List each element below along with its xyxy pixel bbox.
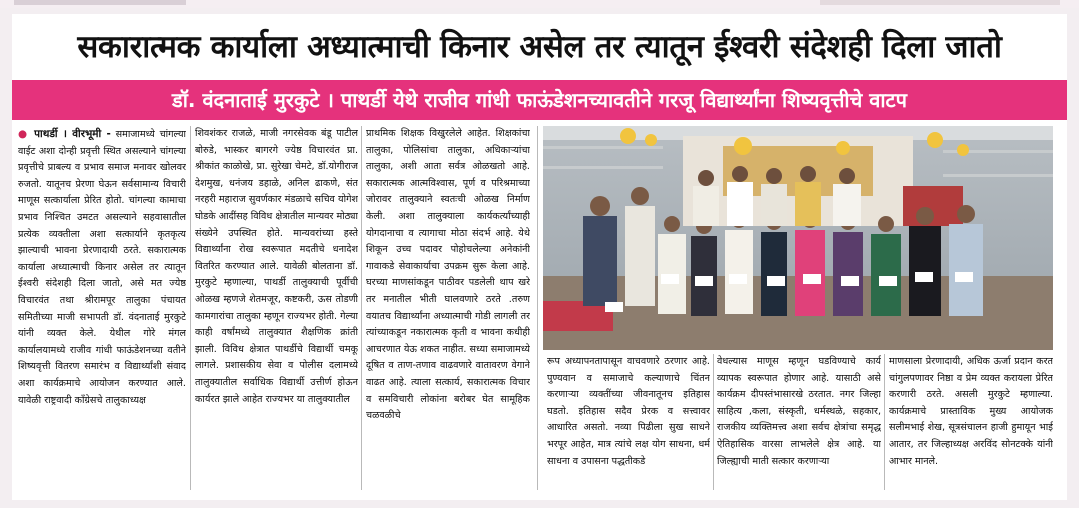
- article-column-5: वेधल्यास माणूस म्हणून घडविण्याचे कार्य व्यापक स्वरूपात होणार आहे. यासाठी असे कार्यक्रम दीपस्तंभासारखे ठरतात. नगर जिल्हा साहित्य ,कला, संस्कृती, धर्मस्थळे, सहकार, राजकीय व्यक्तिमत्त्व अशा सर्वच क्षेत्रांचा समृद्ध ऐतिहासिक वारसा लाभलेले क्षेत्र आहे. या जिल्ह्याची माती सत्कार करणाऱ्या: [717, 356, 881, 467]
- top-strip: [0, 0, 1079, 8]
- article-column-6: माणसाला प्रेरणादायी, अधिक ऊर्जा प्रदान करत चांगुलपणावर निष्ठा व प्रेम व्यक्त करायला प्रेरित करणारी ठरते. असली मुरकुटे म्हणाल्या. कार्यक्रमाचे प्रास्ताविक मुख्य आयोजक सलीमभाई शेख, सूत्रसंचालन हाजी हुमायून भाई आतार, तर जिल्हाध्यक्ष अरविंद सोनटक्के यांनी आभार मानले.: [889, 356, 1053, 467]
- bullet-icon: ●: [18, 128, 29, 140]
- column-divider: [537, 126, 538, 490]
- subheadline-band: डॉ. वंदनाताई मुरकुटे । पाथर्डी येथे राजीव गांधी फाऊंडेशनच्यावतीने गरजू विद्यार्थ्यांना शिष्यवृत्तीचे वाटप: [12, 80, 1067, 120]
- column-divider: [884, 354, 885, 490]
- byline-text: पाथर्डी । वीरभूमी -: [34, 128, 111, 140]
- column-divider: [361, 126, 362, 490]
- article-column-2: शिवशंकर राजळे, माजी नगरसेवक बंडू पाटील बोरुडे, भास्कर बागरगे ज्येष्ठ विचारवंत प्रा. श्रीकांत काळोखे, प्रा. सुरेखा चेमटे, डॉ.योगीराज देशमुख, धनंजय डहाळे, अनिल ढाकणे, संत नरहरी महाराज सुवर्णकार मंडळाचे सचिव योगेश घोडके आदींसह विविध क्षेत्रातील मान्यवर मोठ्या संख्येने उपस्थित होते. मान्यवरांच्या हस्ते विद्यार्थ्यांना रोख स्वरूपात मदतीचे धनादेश वितरित करण्यात आले. यावेळी बोलताना डॉ. मुरकुटे म्हणाल्या, पाथर्डी तालुक्याची पूर्वीची ओळख म्हणजे शेतमजूर, कष्टकरी, ऊस तोडणी कामगारांचा तालुका म्हणून राज्यभर होती. गेल्या काही वर्षांमध्ये तालुक्यात शैक्षणिक क्रांती झाली. विविध क्षेत्रात पाथर्डीचे विद्यार्थी चमकू लागले. प्रशासकीय सेवा व पोलीस दलामध्ये तालुक्यातील सर्वाधिक विद्यार्थी उत्तीर्ण होऊन कार्यरत झाले आहेत राज्यभर या तालुक्यातील: [195, 128, 358, 405]
- top-strip-bar: [14, 0, 186, 5]
- article-column-1: [18, 126, 186, 491]
- column-divider: [713, 354, 714, 490]
- headline: सकारात्मक कार्याला अध्यात्माची किनार असेल तर त्यातून ईश्वरी संदेशही दिला जातो: [77, 29, 1002, 65]
- article-column-3: प्राथमिक शिक्षक विखुरलेले आहेत. शिक्षकांचा तालुका, पोलिसांचा तालुका, अधिकाऱ्यांचा तालुका, अशी आता सर्वत्र ओळखतो आहे. सकारात्मक आत्मविश्वास, पूर्ण व परिश्रमाच्या जोरावर तालुक्याने स्वतःची ओळख निर्माण केली. अशा तालुक्याला कार्यकर्त्यांच्याही योगदानाचा व त्यागाचा मोठा संदर्भ आहे. येथे शिकून उच्च पदावर पोहोचलेल्या अनेकांनी गावाकडे सेवाकार्याचा उपक्रम सुरू केला आहे. घरच्या माणसांकडून पाठीवर पडलेली थाप खरे तर मनातील भीती घालवणारे ठरते .तरुण वयातच विद्यार्थ्यांना अध्यात्माची गोडी लागली तर त्यांच्याकडून नकारात्मक कृती व भावना कधीही आचरणात येऊ शकत नाहीत. सध्या समाजामध्ये दूषित व ताण-तणाव वाढवणारे वातावरण वेगाने वाढत आहे. त्याला सत्कार्य, सकारात्मक विचार व समविचारी लोकांना बरोबर घेत सामूहिक चळवळीचे: [366, 128, 530, 422]
- top-strip-bar: [820, 0, 1060, 5]
- column-divider: [190, 126, 191, 490]
- article-column-4: रूप अध्यापनतापासून वाचवणारे ठरणार आहे. पुण्यवान व समाजाचे कल्याणाचे चिंतन करणाऱ्या व्यक्तींच्या जीवनातूनच इतिहास घडतो. इतिहास सदैव प्रेरक व सत्त्वावर आधारित असतो. नव्या पिढीला सुख साधने भरपूर आहेत, मात्र त्यांचे लक्ष योग साधना, धर्म साधना व उपासना पद्धतीकडे: [547, 356, 710, 467]
- article-text: समाजामध्ये चांगल्या वाईट अशा दोन्ही प्रवृत्ती स्थित असल्याने चांगल्या प्रवृत्तीचे प्राबल्य व प्रभाव समाज मनावर खोलवर रुजतो. यातूनच प्रेरणा घेऊन सर्वसामान्य विचारी माणूस सत्कार्याला प्रेरित होतो. चांगल्या कामाचा प्रभाव निश्चित उमटत असल्याने सहवासातील प्रत्येक व्यक्तीला अशा सत्कार्याने कृतकृत्य झाल्याची भावना प्रेरणादायी ठरते. सकारात्मक कार्याला अध्यात्माची किनार असेल तर त्यातून ईश्वरी संदेशही दिला जातो, असे मत ज्येष्ठ विचारवंत तथा श्रीरामपूर तालुका पंचायत समितीच्या माजी सभापती डॉ. वंदनाताई मुरकुटे यांनी व्यक्त केले. येथील गोरे मंगल कार्यालयामध्ये राजीव गांधी फाऊंडेशनच्या वतीने शिष्यवृत्ती वितरण समारंभ व विद्यार्थ्यांशी संवाद अशा कार्यक्रमाचे आयोजन करण्यात आले. यावेळी राष्ट्रवादी काँग्रेसचे तालुकाध्यक्ष: [18, 129, 186, 406]
- group-photo-icon: [543, 126, 1053, 350]
- event-photo: [543, 126, 1053, 350]
- byline: [18, 128, 111, 140]
